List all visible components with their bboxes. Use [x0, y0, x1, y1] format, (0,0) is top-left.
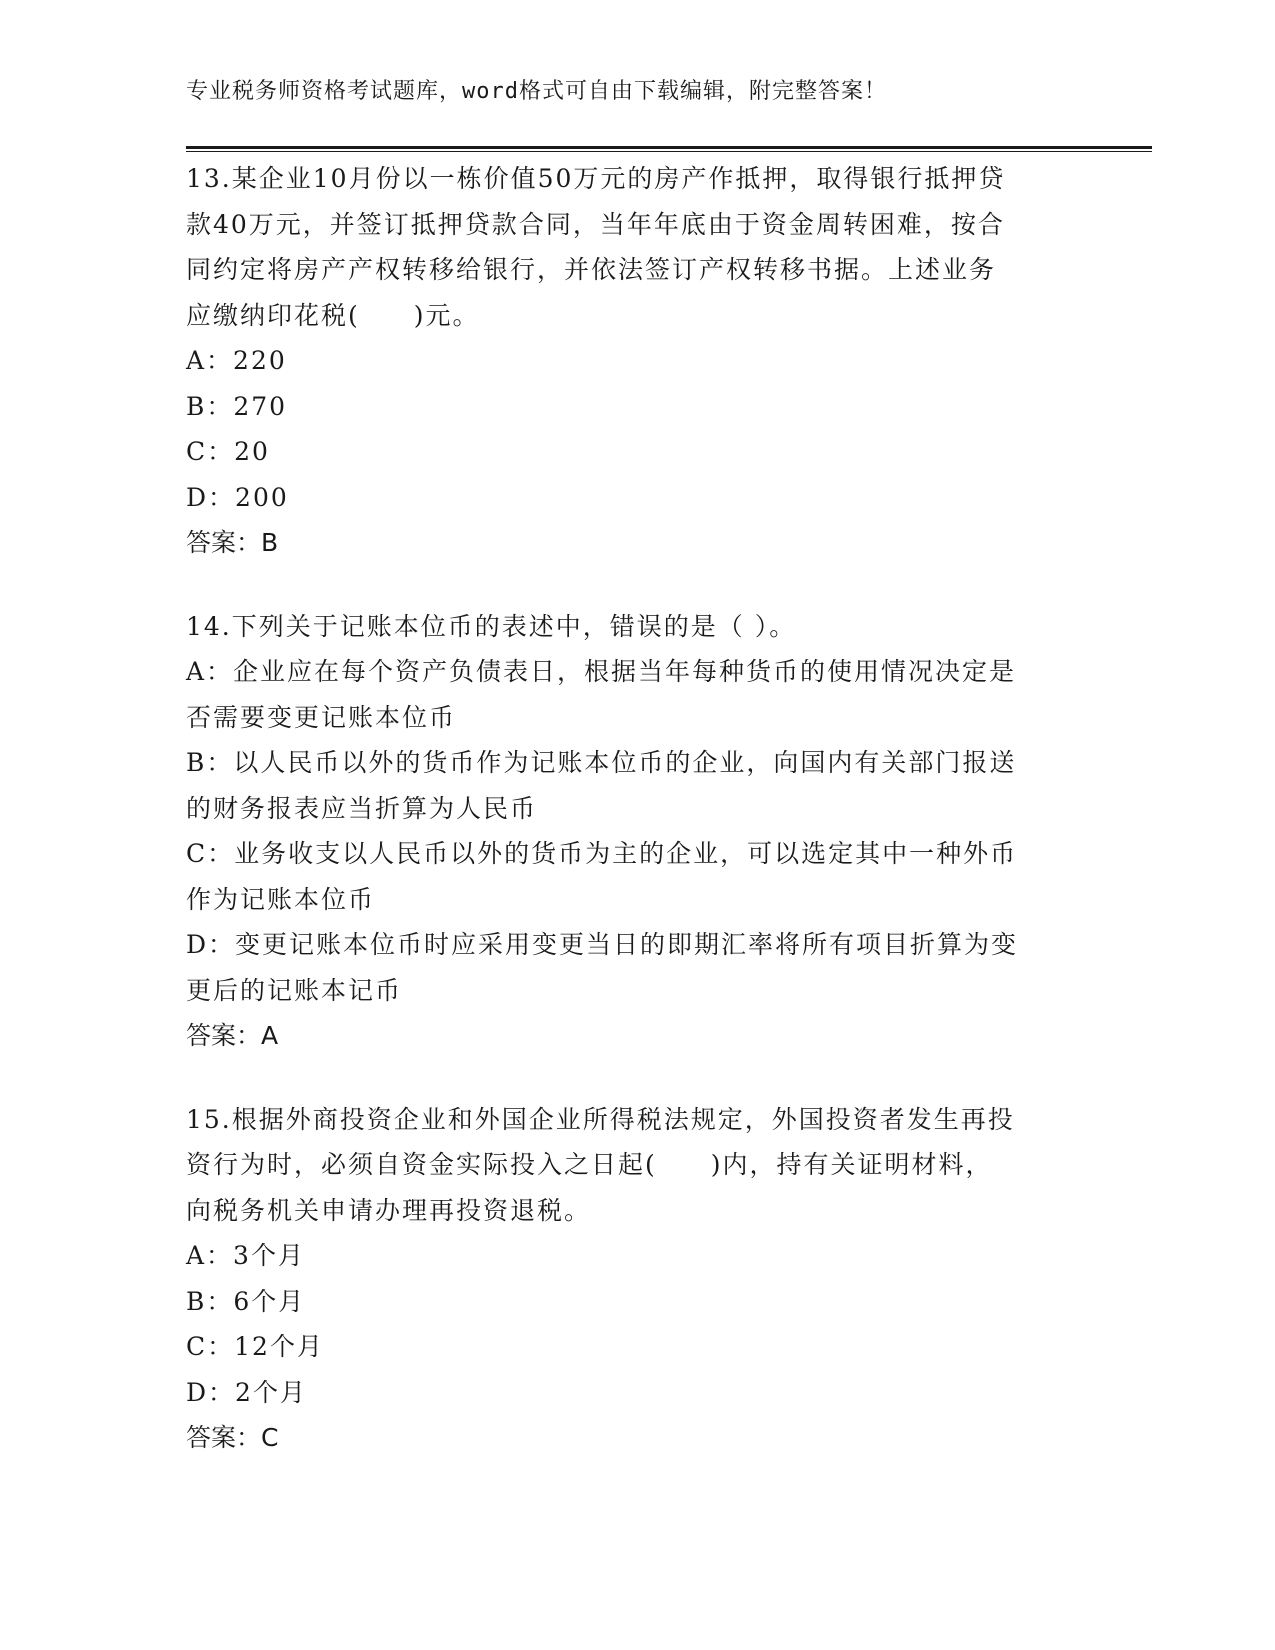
question-14-option-c-line-1: C：业务收支以人民币以外的货币为主的企业，可以选定其中一种外币	[186, 839, 1018, 868]
question-14-option-b-line-2: 的财务报表应当折算为人民币	[186, 793, 538, 823]
question-15-line-1: 15.根据外商投资企业和外国企业所得税法规定，外国投资者发生再投	[186, 1104, 1015, 1134]
question-13-option-a: A：220	[186, 346, 287, 375]
question-15-option-b: B：6个月	[186, 1286, 306, 1316]
question-14-line-1: 14.下列关于记账本位币的表述中，错误的是（ ）。	[186, 611, 797, 641]
question-13-line-2: 款40万元，并签订抵押贷款合同，当年年底由于资金周转困难，按合	[186, 209, 1005, 239]
question-14-answer: 答案：A	[186, 1021, 279, 1050]
question-15-option-d: D：2个月	[186, 1377, 307, 1407]
question-list	[186, 156, 1066, 1499]
question-15-line-2: 资行为时，必须自资金实际投入之日起( )内，持有关证明材料，	[186, 1150, 993, 1179]
question-13-line-4: 应缴纳印花税( )元。	[186, 300, 480, 330]
question-13-option-b: B：270	[186, 391, 288, 421]
question-15-option-c: C：12个月	[186, 1332, 324, 1361]
question-14-option-c-line-2: 作为记账本位币	[186, 884, 376, 914]
question-14-option-d-line-1: D：变更记账本位币时应采用变更当日的即期汇率将所有项目折算为变	[186, 930, 1019, 959]
page-header: 专业税务师资格考试题库，word格式可自由下载编辑，附完整答案！	[186, 79, 887, 104]
header-rule-thin	[186, 151, 1152, 152]
question-15-answer: 答案：C	[186, 1423, 279, 1452]
question-15-option-a: A：3个月	[186, 1241, 305, 1270]
question-13-line-3: 同约定将房产产权转移给银行，并依法签订产权转移书据。上述业务	[186, 255, 997, 284]
question-14-option-a-line-1: A：企业应在每个资产负债表日，根据当年每种货币的使用情况决定是	[186, 657, 1017, 686]
question-14-option-a-line-2: 否需要变更记账本位币	[186, 702, 457, 732]
question-15	[186, 1097, 1066, 1461]
question-13-line-1: 13.某企业10月份以一栋价值50万元的房产作抵押，取得银行抵押贷	[186, 164, 1006, 193]
question-14-option-b-line-1: B：以人民币以外的货币作为记账本位币的企业，向国内有关部门报送	[186, 748, 1017, 777]
question-14-option-d-line-2: 更后的记账本记币	[186, 975, 403, 1005]
question-13-option-c: C：20	[186, 437, 270, 466]
question-13-answer: 答案：B	[186, 528, 279, 557]
question-13	[186, 156, 1066, 566]
header-rule-thick	[186, 146, 1152, 149]
question-14	[186, 604, 1066, 1059]
question-15-line-3: 向税务机关申请办理再投资退税。	[186, 1195, 592, 1225]
question-13-option-d: D：200	[186, 482, 289, 512]
